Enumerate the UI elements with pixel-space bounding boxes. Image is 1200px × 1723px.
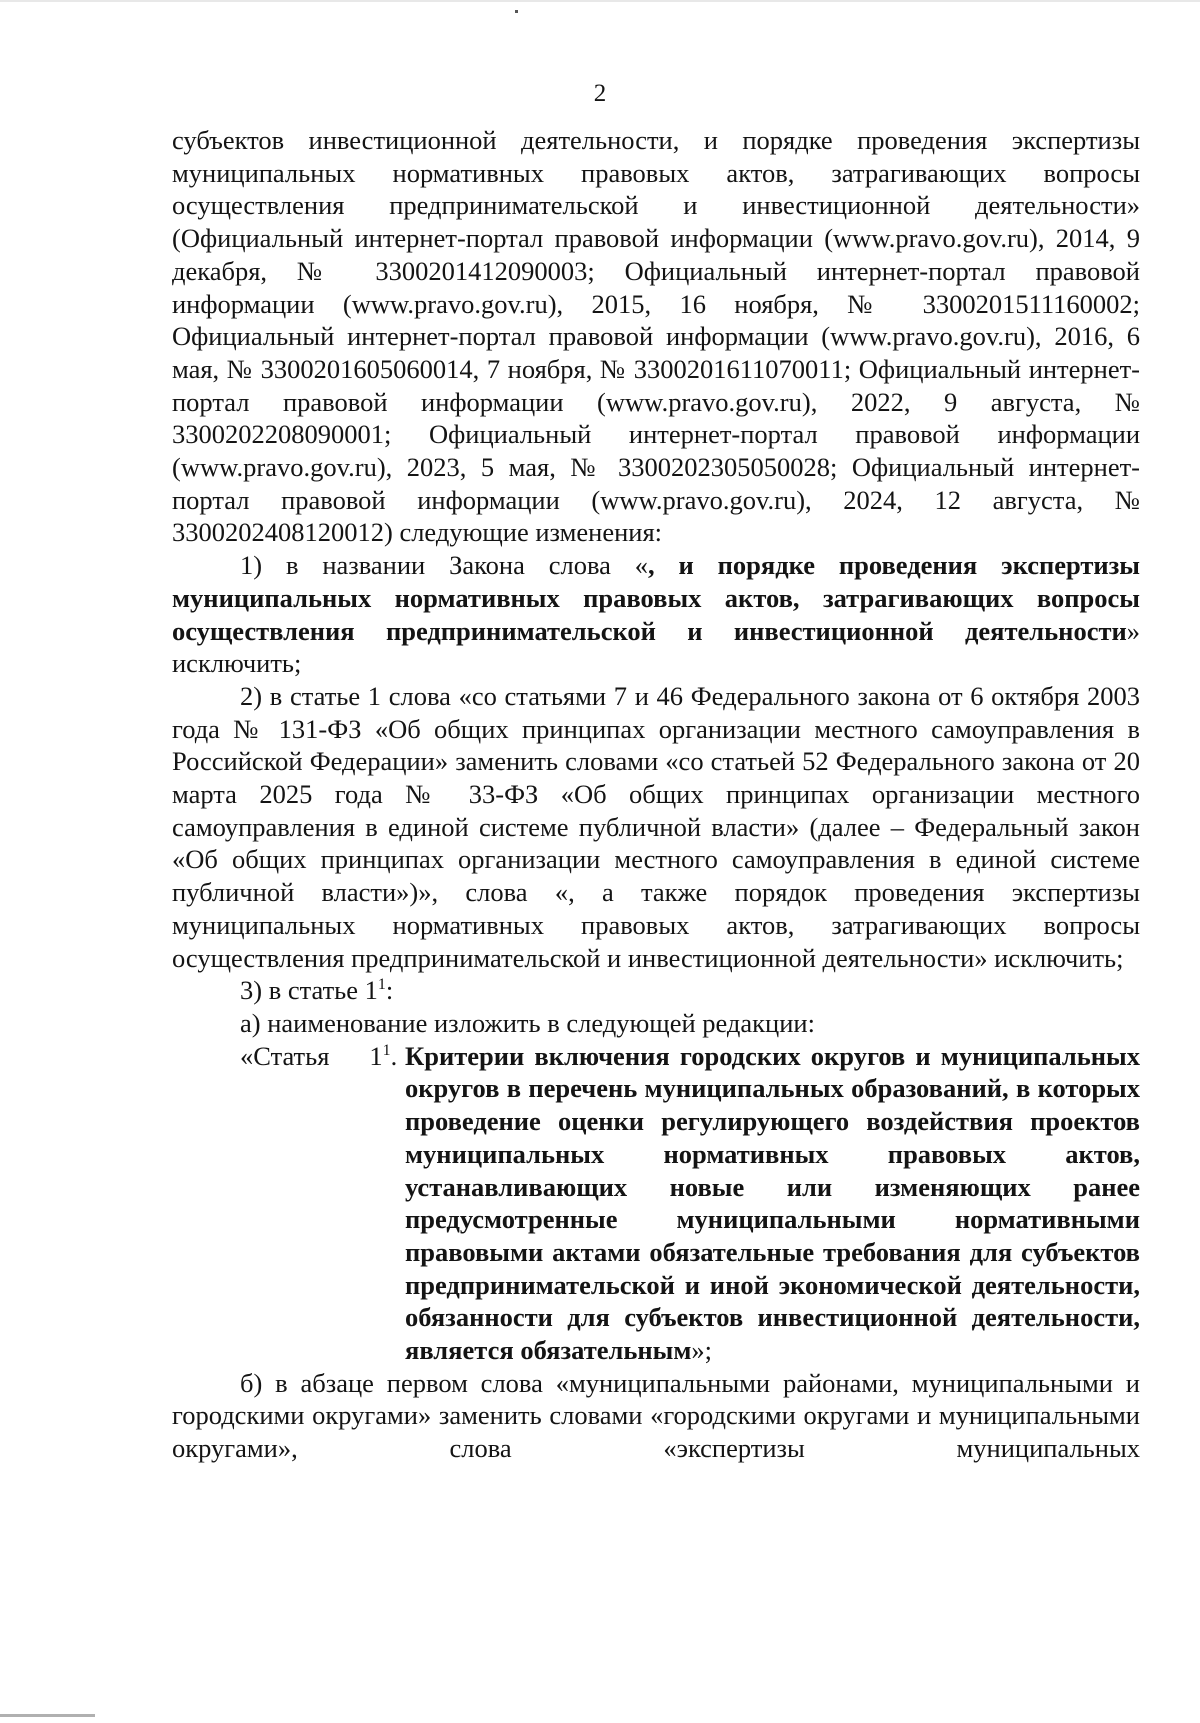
article-heading <box>172 1040 1140 1367</box>
item-1-prefix: 1) в названии Закона слова « <box>240 550 649 581</box>
article-title-text: Критерии включения городских округов и муниципальных округов в перечень муниципальных образований, в которых проведение оценки регулирующего воздействия проектов муниципальных нормативных правовых актов, устанавливающих новые или изменяющих ранее предусмотренные муниципальными нормативными правовыми актами обязательные требования для субъектов предпринимательской и иной экономической деятельности, обязанности для субъектов инвестиционной деятельности, является обязательным <box>405 1040 1140 1366</box>
article-number: 1 <box>369 1040 383 1071</box>
article-close: »; <box>691 1335 713 1366</box>
article-label <box>172 1040 405 1367</box>
item-3-superscript: 1 <box>377 976 386 994</box>
item-1-bold-quote: , и порядке проведения экспертизы муниципальных нормативных правовых актов, затрагивающих вопросы осуществления предпринимательской и инвестиционной деятельности <box>172 550 1140 646</box>
item-2-paragraph: 2) в статье 1 слова «со статьями 7 и 46 Федерального закона от 6 октября 2003 года № 131-ФЗ «Об общих принципах организации местного самоуправления в Российской Федерации» заменить словами «со статьей 52 Федерального закона от 20 марта 2025 года № 33-ФЗ «Об общих принципах организации местного самоуправления в единой системе публичной власти» (далее – Федеральный закон «Об общих принципах организации местного самоуправления в единой системе публичной власти»)», слова «, а также порядок проведения экспертизы муниципальных нормативных правовых актов, затрагивающих вопросы осуществления предпринимательской и инвестиционной деятельности» исключить; <box>172 680 1140 973</box>
scan-edge-bottom <box>0 1714 95 1717</box>
item-1-paragraph <box>172 549 1140 680</box>
item-3-paragraph <box>172 974 1140 1007</box>
article-open: «Статья <box>240 1040 330 1071</box>
article-title <box>405 1040 1140 1367</box>
document-body <box>172 124 1140 1465</box>
scan-speck <box>515 10 518 13</box>
scan-edge-top <box>0 0 1200 2</box>
item-3-tail: : <box>385 975 394 1006</box>
item-3-text: 3) в статье 1 <box>240 975 378 1006</box>
item-1-suffix: » исключить; <box>172 615 1140 679</box>
article-dot: . <box>390 1040 398 1071</box>
article-superscript: 1 <box>382 1041 391 1059</box>
page-number: 2 <box>593 80 607 107</box>
item-3b-paragraph: б) в абзаце первом слова «муниципальными районами, муниципальными и городскими округами» заменить словами «городскими округами и муниципальными округами», слова «экспертизы муниципальных <box>172 1367 1140 1464</box>
intro-paragraph: субъектов инвестиционной деятельности, и порядке проведения экспертизы муниципальных нормативных правовых актов, затрагивающих вопросы осуществления предпринимательской и инвестиционной деятельности» (Официальный интернет-портал правовой информации (www.pravo.gov.ru), 2014, 9 декабря, № 3300201412090003; Официальный интернет-портал правовой информации (www.pravo.gov.ru), 2015, 16 ноября, № 3300201511160002; Официальный интернет-портал правовой информации (www.pravo.gov.ru), 2016, 6 мая, № 3300201605060014, 7 ноября, № 3300201611070011; Официальный интернет-портал правовой информации (www.pravo.gov.ru), 2022, 9 августа, № 3300202208090001; Официальный интернет-портал правовой информации (www.pravo.gov.ru), 2023, 5 мая, № 3300202305050028; Официальный интернет-портал правовой информации (www.pravo.gov.ru), 2024, 12 августа, № 3300202408120012) следующие изменения: <box>172 125 1140 548</box>
item-3a-paragraph: а) наименование изложить в следующей редакции: <box>240 1007 815 1038</box>
